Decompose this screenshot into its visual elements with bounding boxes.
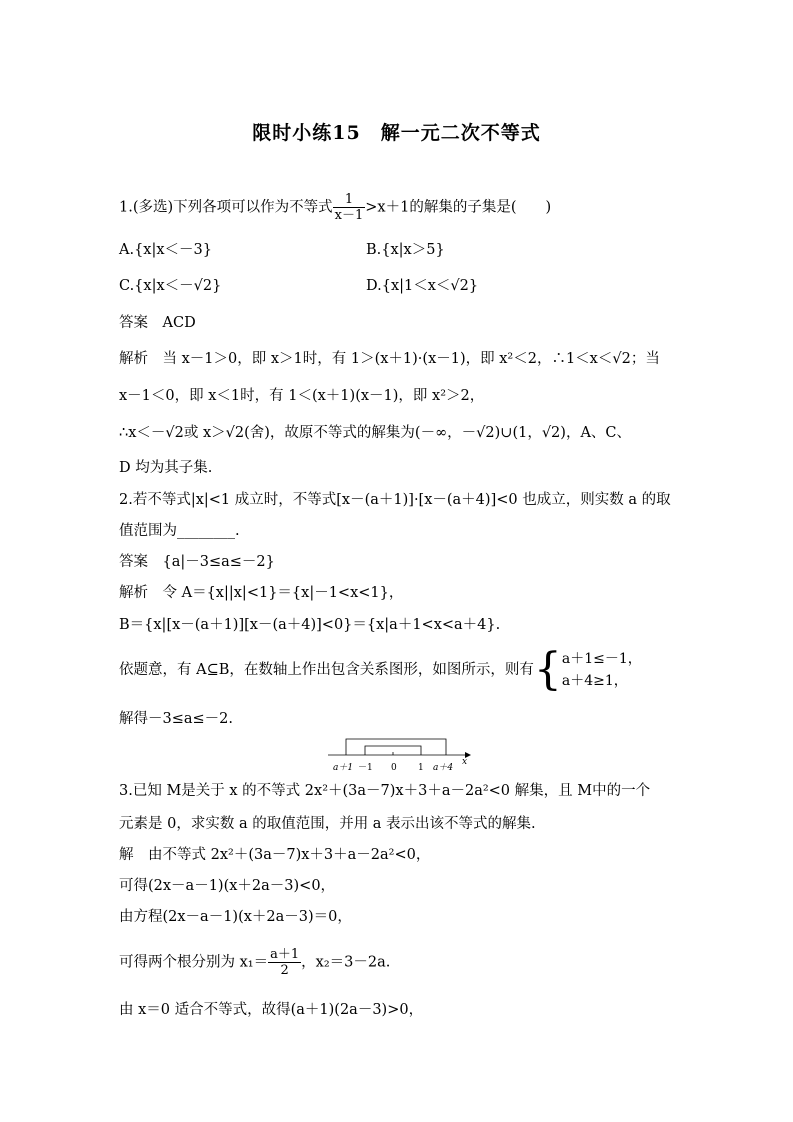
q3-sol4-pre: 可得两个根分别为 x₁＝	[119, 954, 269, 971]
q2-answer: 答案 {a|－3≤a≤－2}	[119, 554, 275, 570]
q3-solution-line2: 可得(2x－a－1)(x＋2a－3)<0，	[119, 878, 336, 894]
q3-frac-den: 2	[280, 963, 289, 978]
q2-explanation-line4: 解得－3≤a≤－2.	[119, 711, 234, 727]
q3-stem-line2: 元素是 0，求实数 a 的取值范围，并用 a 表示出该不等式的解集.	[119, 816, 536, 832]
q1-answer: 答案 ACD	[119, 315, 196, 331]
q1-frac-den: x－1	[334, 208, 364, 223]
inequality-system	[562, 648, 642, 692]
axis-label-a-plus-1: a＋1	[333, 763, 354, 773]
q2-explanation-line1: 解析 令 A＝{x||x|<1}＝{x|－1<x<1}，	[119, 585, 404, 601]
q2-exp3-text: 依题意，有 A⊆B，在数轴上作出包含关系图形，如图所示，则有	[119, 662, 534, 678]
q1-option-a: A.{x|x＜－3}	[119, 242, 212, 258]
q2-explanation-line3	[119, 644, 642, 695]
left-brace: {	[533, 644, 562, 695]
q1-stem-post: >x＋1的解集的子集是( )	[365, 199, 552, 216]
set-b-bracket	[346, 739, 446, 755]
q3-solution-line1: 解 由不等式 2x²＋(3a－7)x＋3＋a－2a²<0，	[119, 847, 431, 863]
q3-stem-line1: 3.已知 M是关于 x 的不等式 2x²＋(3a－7)x＋3＋a－2a²<0 解集，且 M中的一个	[119, 783, 651, 799]
q1-stem-pre: 1.(多选)下列各项可以作为不等式	[119, 199, 333, 216]
q1-explanation-line4: D 均为其子集.	[119, 460, 213, 476]
system-line2: a＋4≥1，	[561, 673, 628, 689]
q2-stem-line1: 2.若不等式|x|<1 成立时，不等式[x－(a＋1)]·[x－(a＋4)]<0 也成立，则实数 a 的取	[119, 492, 671, 508]
page-title: 限时小练15 解一元二次不等式	[252, 122, 541, 144]
q3-solution-line4	[119, 947, 390, 978]
axis-label-x: x	[462, 757, 468, 767]
q3-solution-line5: 由 x＝0 适合不等式，故得(a＋1)(2a－3)>0，	[119, 1002, 424, 1018]
axis-label-1: 1	[418, 763, 424, 773]
q1-option-d: D.{x|1＜x＜√2}	[366, 278, 479, 294]
q1-option-c: C.{x|x＜－√2}	[119, 278, 222, 294]
q3-frac-num: a＋1	[270, 947, 300, 962]
q1-fraction	[333, 192, 366, 223]
axis-label-0: 0	[391, 763, 397, 773]
q3-root-fraction	[268, 947, 301, 978]
q3-sol4-post: ，x₂＝3－2a.	[301, 954, 391, 971]
system-line1: a＋1≤－1，	[561, 651, 642, 667]
q1-stem	[119, 192, 551, 223]
q2-stem-line2: 值范围为________.	[119, 523, 240, 539]
q1-explanation-line1: 解析 当 x－1＞0，即 x＞1时，有 1＞(x＋1)·(x－1)，即 x²＜2，∴1＜x＜√2；当	[119, 351, 660, 367]
q1-frac-num: 1	[333, 192, 366, 208]
axis-label-a-plus-4: a＋4	[433, 763, 454, 773]
number-line-figure	[325, 734, 475, 776]
q2-explanation-line2: B＝{x|[x－(a＋1)][x－(a＋4)]<0}＝{x|a＋1<x<a＋4}.	[119, 617, 501, 633]
q1-option-b: B.{x|x＞5}	[366, 242, 445, 258]
q1-explanation-line2: x－1＜0，即 x＜1时，有 1＜(x＋1)(x－1)，即 x²＞2，	[119, 388, 485, 404]
axis-label-neg1: －1	[358, 763, 373, 773]
q3-solution-line3: 由方程(2x－a－1)(x＋2a－3)＝0，	[119, 909, 352, 925]
q1-explanation-line3: ∴x＜－√2或 x＞√2(舍)，故原不等式的解集为(－∞，－√2)∪(1，√2)，A、C、	[119, 425, 632, 441]
